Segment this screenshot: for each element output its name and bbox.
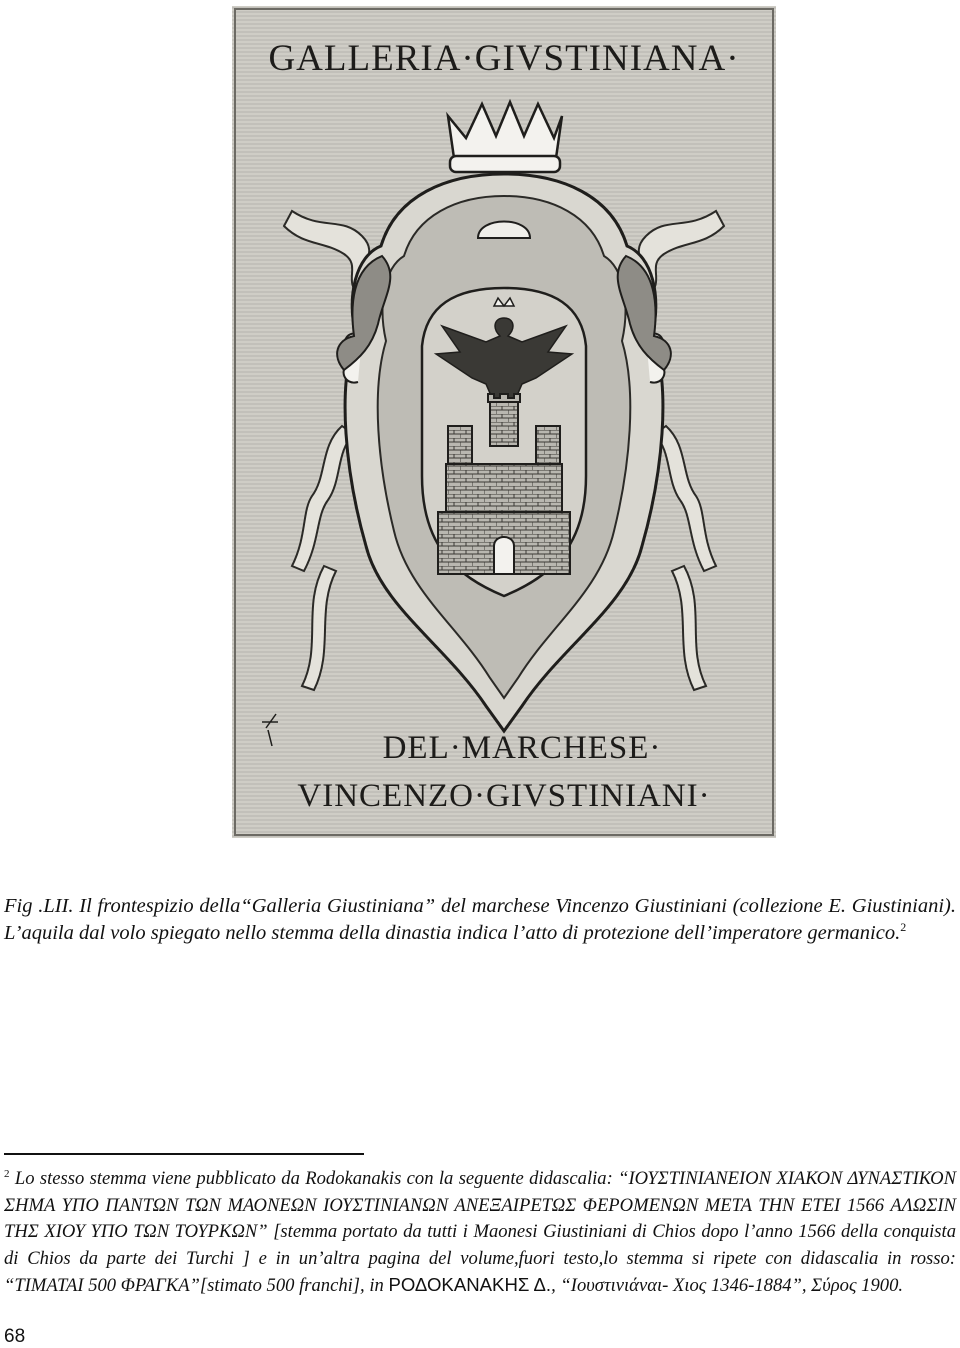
footnote [4,1166,956,1300]
footnote-text-2: , “Ιουστινιάναι- Χιος 1346-1884”, Σύρος 1900. [551,1275,904,1296]
caption-note-ref: 2 [900,920,907,935]
footnote-text-1: Lo stesso stemma viene pubblicato da Rodokanakis con la seguente didascalia: “ΙΟΥΣΤΙΝΙΑΝΕΙΟΝ ΧΙΑΚΟΝ ΔΥΝΑΣΤΙΚΟΝ ΣΗΜΑ ΥΠΟ ΠΑΝΤΩΝ ΤΩΝ ΜΑΟΝΕΩΝ ΙΟΥΣΤΙΝΙΑΝΩΝ ΑΝΕΞΑΙΡΕΤΩΣ ΦΕΡΟΜΕΝΩΝ ΜΕΤΑ ΤΗΝ ΕΤΕΙ 1566 ΑΛΩΣΙΝ ΤΗΣ ΧΙΟΥ ΥΠΟ ΤΩΝ ΤΟΥΡΚΩΝ” [stemma portato da tutti i Maonesi Giustiniani di Chios dopo l’anno 1566 della conquista di Chios da parte dei Turchi ] e in un’altra pagina del volume,fuori testo,lo stemma si ripete con didascalia in rosso: “ΤΙΜΑΤΑΙ 500 ΦΡΑΓΚΑ”[stimato 500 franchi], in [4,1168,956,1296]
plate-title: GALLERIA·GIVSTINIANA· [268,38,740,79]
figure-caption [4,893,956,947]
page-number: 68 [4,1326,26,1347]
plate-subtitle-2: VINCENZO·GIVSTINIANI· [297,778,711,814]
footnote-rule [4,1153,364,1155]
plate-subtitle-1: DEL·MARCHESE· [382,730,662,766]
caption-text: Fig .LII. Il frontespizio della“Galleria Giustiniana” del marchese Vincenzo Giustiniani (collezione E. Giustiniani). L’aquila dal volo spiegato nello stemma della dinastia indica l’atto di protezione dell’imperatore germanico. [4,895,956,944]
footnote-marker: 2 [4,1167,10,1180]
footnote-author: ΡΟΔΟΚΑΝΑΚΗΣ Δ. [388,1274,552,1295]
engraving-plate [232,6,776,838]
